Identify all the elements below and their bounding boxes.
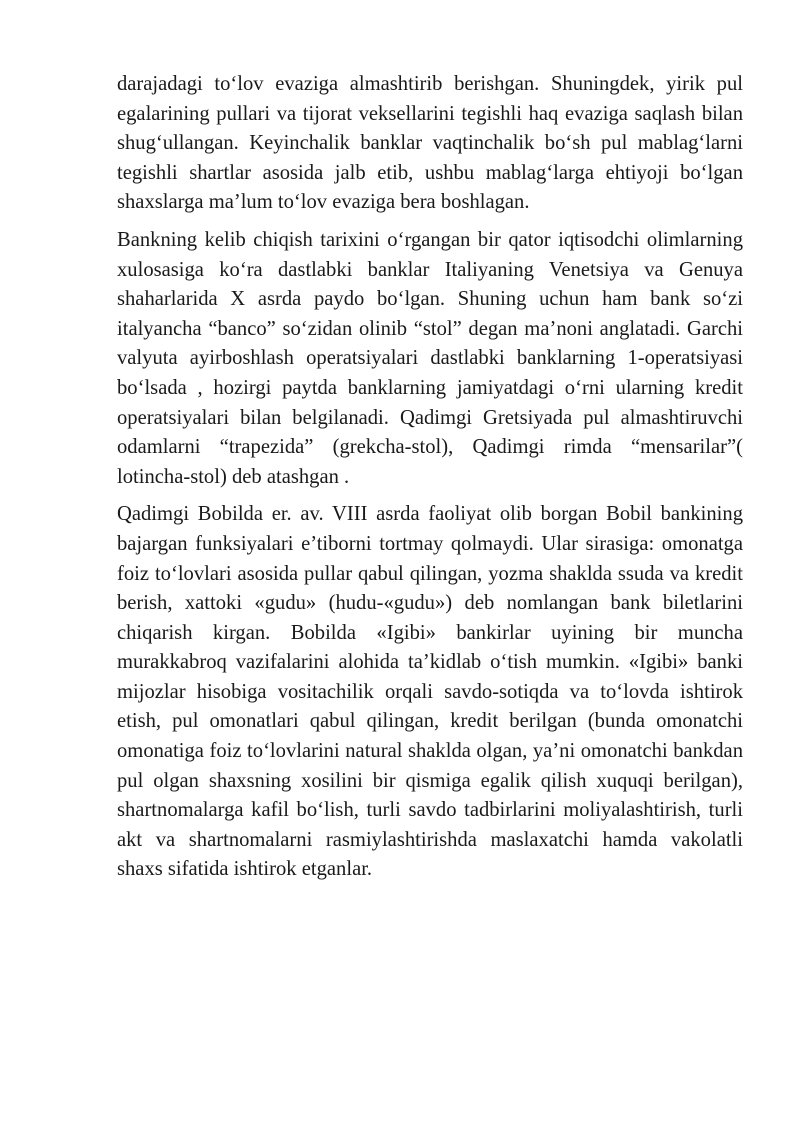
paragraph-bank-origin: Bankning kelib chiqish tarixini o‘rgangan bir qator iqtisodchi olimlarning xulosasiga ko‘ra dastlabki banklar Italiyaning Venetsiya va Genuya shaharlarida X asrda paydo bo‘lgan. Shuning uchun ham bank so‘zi italyancha “banco” so‘zidan olinib “stol” degan ma’noni anglatadi. Garchi valyuta ayirboshlash operatsiyalari dastlabki banklarning 1-operatsiyasi bo‘lsada , hozirgi paytda banklarning jamiyatdagi o‘rni ularning kredit operatsiyalari bilan belgilanadi. Qadimgi Gretsiyada pul almashtiruvchi odamlarni “trapezida” (grekcha-stol), Qadimgi rimda “mensarilar”( lotincha-stol) deb atashgan . [117, 228, 743, 488]
document-page [117, 70, 743, 893]
paragraph-babylon-banks: Qadimgi Bobilda er. av. VIII asrda faoliyat olib borgan Bobil bankining bajargan funksiyalari e’tiborni tortmay qolmaydi. Ular sirasiga: omonatga foiz to‘lovlari asosida pullar qabul qilingan, yozma shaklda ssuda va kredit berish, xattoki «gudu» (hudu-«gudu») deb nomlangan bank biletlarini chiqarish kirgan. Bobilda «Igibi» bankirlar uyining bir muncha murakkabroq vazifalarini alohida ta’kidlab o‘tish mumkin. «Igibi» banki mijozlar hisobiga vositachilik orqali savdo-sotiqda va to‘lovda ishtirok etish, pul omonatlari qabul qilingan, kredit berilgan (bunda omonatchi omonatiga foiz to‘lovlarini natural shaklda olgan, ya’ni omonatchi bankdan pul olgan shaxsning xosilini bir qismiga egalik qilish xuquqi berilgan), shartnomalarga kafil bo‘lish, turli savdo tadbirlarini moliyalashtirish, turli akt va shartnomalarni rasmiylashtirishda maslaxatchi hamda vakolatli shaxs sifatida ishtirok etganlar. [117, 503, 743, 881]
paragraph-payments: darajadagi to‘lov evaziga almashtirib berishgan. Shuningdek, yirik pul egalarining pullari va tijorat veksellarini tegishli haq evaziga saqlash bilan shug‘ullangan. Keyinchalik banklar vaqtinchalik bo‘sh pul mablag‘larni tegishli shartlar asosida jalb etib, ushbu mablag‘larga ehtiyoji bo‘lgan shaxslarga ma’lum to‘lov evaziga bera boshlagan. [117, 73, 743, 214]
